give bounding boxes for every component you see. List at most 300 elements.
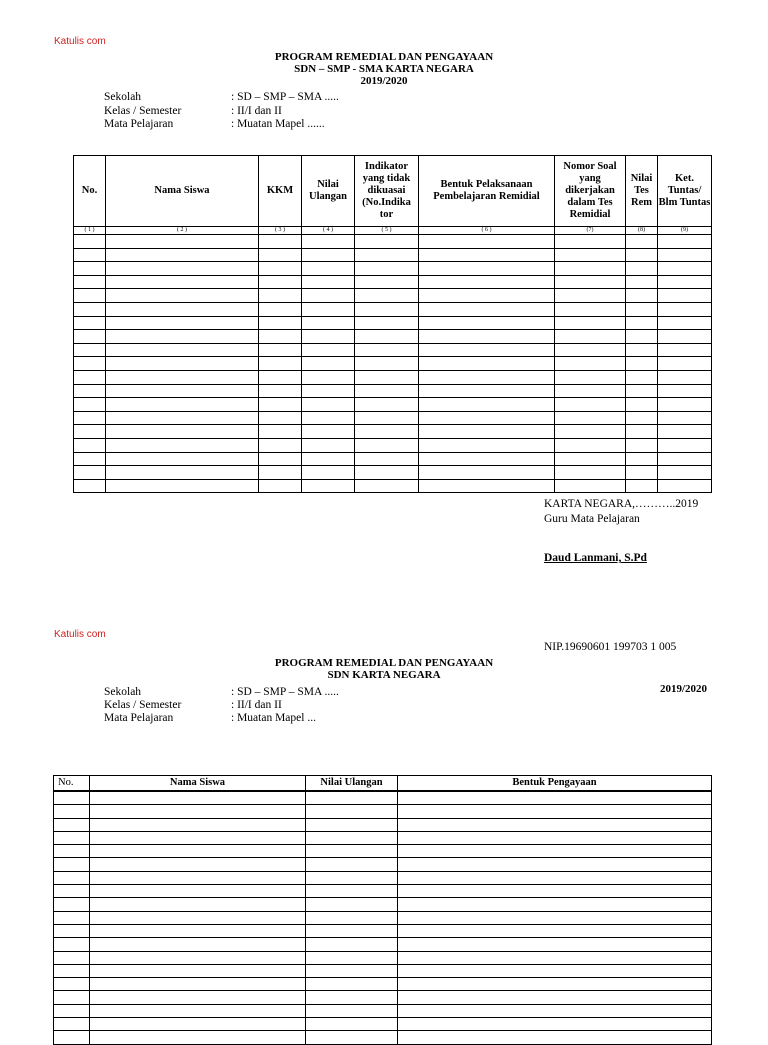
table-cell xyxy=(626,248,658,262)
table-cell xyxy=(355,370,419,384)
table-cell xyxy=(419,479,555,493)
table-cell xyxy=(555,330,626,344)
table-cell xyxy=(555,357,626,371)
table-cell xyxy=(74,425,106,439)
table-cell xyxy=(355,316,419,330)
table-cell xyxy=(419,384,555,398)
col-number: ( 5 ) xyxy=(355,227,419,235)
table-cell xyxy=(419,316,555,330)
table-cell xyxy=(555,425,626,439)
meta-value: : II/I dan II xyxy=(231,104,282,117)
table-cell xyxy=(626,425,658,439)
table-row xyxy=(74,289,712,303)
table-row xyxy=(74,275,712,289)
table-cell xyxy=(626,398,658,412)
table-cell xyxy=(355,466,419,480)
table-cell xyxy=(626,370,658,384)
table-cell xyxy=(54,898,90,911)
signature-place-date: KARTA NEGARA,………..2019 xyxy=(544,498,699,510)
remedial-meta xyxy=(104,91,504,133)
table-cell xyxy=(302,262,355,276)
table-cell xyxy=(658,275,712,289)
table-cell xyxy=(626,302,658,316)
col-number: ( 6 ) xyxy=(419,227,555,235)
table-cell xyxy=(555,302,626,316)
remedial-table xyxy=(73,155,712,493)
table-cell xyxy=(259,262,302,276)
table-cell xyxy=(74,452,106,466)
table-cell xyxy=(555,398,626,412)
table-cell xyxy=(306,831,398,844)
table-cell xyxy=(302,425,355,439)
table-cell xyxy=(626,343,658,357)
table-cell xyxy=(355,248,419,262)
table-cell xyxy=(306,1018,398,1031)
meta-label: Sekolah xyxy=(104,686,142,698)
table-cell xyxy=(259,357,302,371)
table-cell xyxy=(54,791,90,805)
remedial-title xyxy=(0,51,768,87)
table-cell xyxy=(302,248,355,262)
table-cell xyxy=(54,1031,90,1044)
table-cell xyxy=(54,885,90,898)
table-cell xyxy=(74,289,106,303)
table-row xyxy=(74,452,712,466)
table-cell xyxy=(259,398,302,412)
table-cell xyxy=(398,831,712,844)
table-row xyxy=(54,885,712,898)
table-cell xyxy=(302,466,355,480)
signature-block xyxy=(544,497,698,527)
table-cell xyxy=(259,479,302,493)
table-cell xyxy=(106,343,259,357)
meta-value: : Muatan Mapel ... xyxy=(231,712,316,724)
table-cell xyxy=(419,289,555,303)
table-cell xyxy=(259,316,302,330)
table-cell xyxy=(626,466,658,480)
meta-value: : II/I dan II xyxy=(231,699,282,711)
table-row xyxy=(74,357,712,371)
table-cell xyxy=(626,262,658,276)
col-number: ( 4 ) xyxy=(302,227,355,235)
table-row xyxy=(54,791,712,805)
enrichment-table xyxy=(53,775,712,1045)
table-cell xyxy=(90,818,306,831)
table-cell xyxy=(306,1004,398,1017)
enrichment-header-row xyxy=(54,776,712,792)
meta-value: : SD – SMP – SMA ..... xyxy=(231,686,339,698)
table-cell xyxy=(90,978,306,991)
table-row xyxy=(74,438,712,452)
table-row xyxy=(74,262,712,276)
table-cell xyxy=(306,911,398,924)
col-header-no: No. xyxy=(54,776,90,792)
table-cell xyxy=(626,316,658,330)
table-cell xyxy=(259,438,302,452)
table-cell xyxy=(106,452,259,466)
title-line-1: PROGRAM REMEDIAL DAN PENGAYAAN xyxy=(274,657,494,669)
table-row xyxy=(54,1031,712,1044)
table-cell xyxy=(355,384,419,398)
table-row xyxy=(54,845,712,858)
table-cell xyxy=(54,845,90,858)
table-row xyxy=(74,302,712,316)
enrichment-table-body xyxy=(54,791,712,1044)
table-cell xyxy=(90,1031,306,1044)
table-cell xyxy=(555,370,626,384)
table-cell xyxy=(302,384,355,398)
table-row xyxy=(74,235,712,249)
col-header-kkm: KKM xyxy=(259,156,302,227)
table-cell xyxy=(355,343,419,357)
table-cell xyxy=(355,235,419,249)
table-cell xyxy=(302,438,355,452)
col-number: ( 3 ) xyxy=(259,227,302,235)
table-cell xyxy=(302,479,355,493)
table-cell xyxy=(658,370,712,384)
table-cell xyxy=(555,411,626,425)
table-row xyxy=(54,911,712,924)
meta-label: Mata Pelajaran xyxy=(104,712,174,724)
meta-label: Mata Pelajaran xyxy=(104,118,174,130)
table-cell xyxy=(106,248,259,262)
col-header-question-number: Nomor Soal yang dikerjakan dalam Tes Remidial xyxy=(555,156,626,227)
table-cell xyxy=(306,991,398,1004)
table-cell xyxy=(90,845,306,858)
table-cell xyxy=(302,302,355,316)
table-cell xyxy=(555,235,626,249)
table-cell xyxy=(419,275,555,289)
table-cell xyxy=(306,845,398,858)
table-cell xyxy=(658,357,712,371)
table-cell xyxy=(398,898,712,911)
table-cell xyxy=(419,330,555,344)
table-cell xyxy=(626,479,658,493)
table-cell xyxy=(306,858,398,871)
enrichment-meta xyxy=(104,686,504,728)
table-cell xyxy=(306,898,398,911)
table-cell xyxy=(90,831,306,844)
table-cell xyxy=(302,398,355,412)
table-cell xyxy=(398,885,712,898)
table-cell xyxy=(658,235,712,249)
table-cell xyxy=(658,289,712,303)
table-row xyxy=(74,384,712,398)
table-cell xyxy=(74,275,106,289)
table-cell xyxy=(419,370,555,384)
remedial-table-body xyxy=(74,235,712,493)
table-cell xyxy=(555,289,626,303)
enrichment-year: 2019/2020 xyxy=(660,683,708,695)
table-cell xyxy=(259,343,302,357)
table-row xyxy=(54,1018,712,1031)
col-number: (7) xyxy=(555,227,626,235)
table-cell xyxy=(419,411,555,425)
table-cell xyxy=(302,411,355,425)
table-cell xyxy=(398,924,712,937)
table-cell xyxy=(555,262,626,276)
table-cell xyxy=(626,357,658,371)
table-cell xyxy=(259,275,302,289)
table-cell xyxy=(658,452,712,466)
table-cell xyxy=(398,1004,712,1017)
table-cell xyxy=(658,248,712,262)
table-cell xyxy=(106,357,259,371)
meta-row-subject xyxy=(104,712,504,725)
table-cell xyxy=(54,831,90,844)
meta-row-school xyxy=(104,91,504,105)
table-cell xyxy=(555,384,626,398)
table-cell xyxy=(302,343,355,357)
table-cell xyxy=(398,805,712,818)
table-cell xyxy=(54,938,90,951)
table-cell xyxy=(306,1031,398,1044)
table-cell xyxy=(398,911,712,924)
table-cell xyxy=(658,411,712,425)
table-cell xyxy=(419,425,555,439)
table-cell xyxy=(90,858,306,871)
table-cell xyxy=(90,924,306,937)
col-header-remedial-score: Nilai Tes Rem xyxy=(626,156,658,227)
table-cell xyxy=(355,425,419,439)
table-cell xyxy=(355,398,419,412)
table-cell xyxy=(90,1004,306,1017)
table-cell xyxy=(398,845,712,858)
column-number-row xyxy=(74,227,712,235)
table-cell xyxy=(54,818,90,831)
table-cell xyxy=(355,452,419,466)
table-cell xyxy=(90,898,306,911)
table-cell xyxy=(90,885,306,898)
table-cell xyxy=(54,1004,90,1017)
table-cell xyxy=(398,1031,712,1044)
table-cell xyxy=(419,262,555,276)
table-cell xyxy=(355,438,419,452)
meta-row-subject xyxy=(104,118,504,132)
meta-label: Sekolah xyxy=(104,91,142,103)
col-header-student-name: Nama Siswa xyxy=(106,156,259,227)
table-cell xyxy=(54,924,90,937)
table-cell xyxy=(90,871,306,884)
table-row xyxy=(74,479,712,493)
table-cell xyxy=(419,357,555,371)
table-cell xyxy=(90,805,306,818)
table-cell xyxy=(355,411,419,425)
table-cell xyxy=(658,479,712,493)
col-header-status: Ket. Tuntas/ Blm Tuntas xyxy=(658,156,712,227)
table-cell xyxy=(658,384,712,398)
table-row xyxy=(54,805,712,818)
table-cell xyxy=(106,302,259,316)
table-cell xyxy=(419,452,555,466)
table-cell xyxy=(302,452,355,466)
table-cell xyxy=(74,384,106,398)
table-cell xyxy=(658,425,712,439)
table-cell xyxy=(74,438,106,452)
table-cell xyxy=(355,479,419,493)
col-header-student-name: Nama Siswa xyxy=(90,776,306,792)
table-cell xyxy=(54,871,90,884)
table-cell xyxy=(259,248,302,262)
table-cell xyxy=(398,791,712,805)
table-cell xyxy=(302,370,355,384)
teacher-name: Daud Lanmani, S.Pd xyxy=(544,552,647,564)
table-row xyxy=(54,831,712,844)
table-cell xyxy=(259,330,302,344)
col-number: (9) xyxy=(658,227,712,235)
table-cell xyxy=(555,479,626,493)
title-line-2: SDN KARTA NEGARA xyxy=(327,669,441,681)
table-row xyxy=(74,398,712,412)
table-row xyxy=(54,818,712,831)
table-cell xyxy=(626,438,658,452)
table-cell xyxy=(398,938,712,951)
meta-row-class xyxy=(104,105,504,119)
table-cell xyxy=(398,991,712,1004)
table-cell xyxy=(302,330,355,344)
table-row xyxy=(54,898,712,911)
col-number: (8) xyxy=(626,227,658,235)
table-cell xyxy=(74,357,106,371)
table-row xyxy=(54,964,712,977)
table-cell xyxy=(106,398,259,412)
table-cell xyxy=(259,466,302,480)
table-cell xyxy=(658,398,712,412)
col-header-indicator: Indikator yang tidak dikuasai (No.Indika tor xyxy=(355,156,419,227)
table-cell xyxy=(54,805,90,818)
table-cell xyxy=(419,235,555,249)
table-row xyxy=(74,425,712,439)
table-cell xyxy=(355,275,419,289)
table-cell xyxy=(419,398,555,412)
table-cell xyxy=(419,438,555,452)
table-cell xyxy=(555,466,626,480)
table-cell xyxy=(658,438,712,452)
table-row xyxy=(54,951,712,964)
table-cell xyxy=(555,452,626,466)
col-header-enrichment-form: Bentuk Pengayaan xyxy=(398,776,712,792)
table-cell xyxy=(398,1018,712,1031)
table-cell xyxy=(658,316,712,330)
table-cell xyxy=(106,262,259,276)
table-cell xyxy=(626,289,658,303)
table-cell xyxy=(302,316,355,330)
table-cell xyxy=(54,858,90,871)
table-cell xyxy=(74,316,106,330)
table-cell xyxy=(90,791,306,805)
table-row xyxy=(74,330,712,344)
table-cell xyxy=(106,479,259,493)
table-cell xyxy=(259,289,302,303)
table-cell xyxy=(626,384,658,398)
table-cell xyxy=(106,425,259,439)
table-cell xyxy=(658,302,712,316)
table-cell xyxy=(302,275,355,289)
table-cell xyxy=(355,289,419,303)
table-cell xyxy=(626,411,658,425)
table-cell xyxy=(355,302,419,316)
watermark-top: Katulis com xyxy=(54,36,106,47)
table-cell xyxy=(74,302,106,316)
table-cell xyxy=(306,964,398,977)
title-line-1: PROGRAM REMEDIAL DAN PENGAYAAN xyxy=(274,51,494,63)
table-row xyxy=(74,343,712,357)
table-cell xyxy=(419,466,555,480)
col-number: ( 1 ) xyxy=(74,227,106,235)
table-row xyxy=(74,316,712,330)
table-row xyxy=(54,924,712,937)
table-cell xyxy=(106,289,259,303)
table-cell xyxy=(106,275,259,289)
table-row xyxy=(54,938,712,951)
table-cell xyxy=(555,248,626,262)
table-cell xyxy=(259,384,302,398)
table-cell xyxy=(90,991,306,1004)
table-cell xyxy=(54,991,90,1004)
table-cell xyxy=(302,235,355,249)
table-cell xyxy=(306,871,398,884)
table-cell xyxy=(106,384,259,398)
table-cell xyxy=(54,964,90,977)
table-cell xyxy=(106,235,259,249)
table-cell xyxy=(259,425,302,439)
table-cell xyxy=(302,357,355,371)
table-cell xyxy=(74,466,106,480)
table-cell xyxy=(259,370,302,384)
table-cell xyxy=(306,805,398,818)
col-header-test-score: Nilai Ulangan xyxy=(306,776,398,792)
table-cell xyxy=(259,235,302,249)
signature-role: Guru Mata Pelajaran xyxy=(544,513,640,525)
table-cell xyxy=(302,289,355,303)
table-cell xyxy=(398,951,712,964)
table-cell xyxy=(54,1018,90,1031)
table-row xyxy=(54,858,712,871)
table-cell xyxy=(90,911,306,924)
table-cell xyxy=(626,275,658,289)
table-cell xyxy=(259,452,302,466)
col-header-test-score: Nilai Ulangan xyxy=(302,156,355,227)
table-cell xyxy=(74,398,106,412)
table-cell xyxy=(658,466,712,480)
table-cell xyxy=(398,858,712,871)
table-row xyxy=(54,871,712,884)
table-cell xyxy=(74,248,106,262)
table-cell xyxy=(419,302,555,316)
table-cell xyxy=(555,316,626,330)
title-line-2: SDN – SMP - SMA KARTA NEGARA xyxy=(294,63,474,75)
table-row xyxy=(54,1004,712,1017)
table-cell xyxy=(306,885,398,898)
enrichment-title xyxy=(0,657,768,681)
table-cell xyxy=(74,370,106,384)
meta-value: : SD – SMP – SMA ..... xyxy=(231,91,339,103)
table-cell xyxy=(54,951,90,964)
table-cell xyxy=(54,911,90,924)
table-cell xyxy=(306,791,398,805)
table-cell xyxy=(74,262,106,276)
table-cell xyxy=(74,411,106,425)
table-row xyxy=(74,370,712,384)
meta-row-school xyxy=(104,686,504,699)
table-cell xyxy=(658,330,712,344)
table-cell xyxy=(355,357,419,371)
table-cell xyxy=(306,924,398,937)
title-line-3: 2019/2020 xyxy=(360,75,408,87)
table-row xyxy=(54,991,712,1004)
table-cell xyxy=(419,248,555,262)
table-cell xyxy=(355,262,419,276)
